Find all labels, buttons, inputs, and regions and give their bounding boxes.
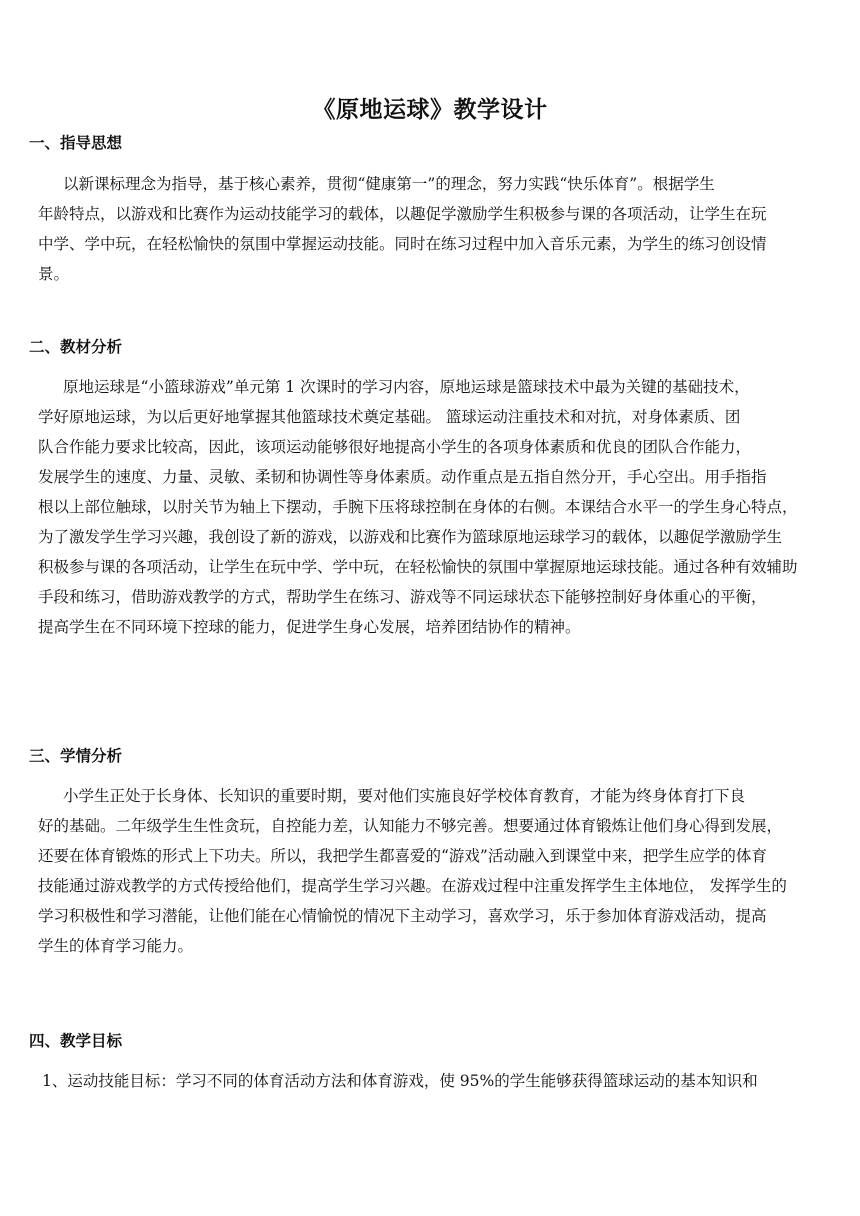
- paragraph-line: 提高学生在不同环境下控球的能力，促进学生身心发展，培养团结协作的精神。: [38, 618, 581, 636]
- paragraph-line: 技能通过游戏教学的方式传授给他们，提高学生学习兴趣。在游戏过程中注重发挥学生主体地位， 发挥学生的: [38, 877, 787, 895]
- paragraph-line: 1、运动技能目标：学习不同的体育活动方法和体育游戏，使 95%的学生能够获得篮球运动的基本知识和: [42, 1072, 758, 1090]
- section-body-teaching-objectives: [42, 1066, 842, 1096]
- paragraph-line: 景。: [38, 265, 70, 283]
- paragraph-line: 还要在体育锻炼的形式上下功夫。所以，我把学生都喜爱的“游戏”活动融入到课堂中来，把学生应学的体育: [38, 847, 767, 865]
- section-heading-teaching-objectives: 四、教学目标: [29, 1031, 123, 1050]
- paragraph-line: 队合作能力要求比较高，因此，该项运动能够很好地提高小学生的各项身体素质和优良的团队合作能力，: [38, 438, 752, 456]
- paragraph-line: 根以上部位触球，以肘关节为轴上下摆动，手腕下压将球控制在身体的右侧。本课结合水平一的学生身心特点，: [38, 498, 798, 516]
- section-heading-guiding-thought: 一、指导思想: [29, 133, 123, 152]
- section-heading-learner-analysis: 三、学情分析: [29, 746, 123, 765]
- paragraph-line: 小学生正处于长身体、长知识的重要时期，要对他们实施良好学校体育教育，才能为终身体育打下良: [63, 787, 746, 805]
- paragraph-line: 积极参与课的各项活动，让学生在玩中学、学中玩，在轻松愉快的氛围中掌握原地运球技能。通过各种有效辅助: [38, 558, 798, 576]
- paragraph-line: 学好原地运球，为以后更好地掌握其他篮球技术奠定基础。 篮球运动注重技术和对抗，对身体素质、团: [38, 408, 741, 426]
- paragraph-line: 手段和练习，借助游戏教学的方式，帮助学生在练习、游戏等不同运球状态下能够控制好身体重心的平衡，: [38, 588, 767, 606]
- section-body-guiding-thought: [38, 169, 838, 289]
- paragraph-line: 以新课标理念为指导，基于核心素养，贯彻“健康第一”的理念，努力实践“快乐体育”。根据学生: [63, 175, 715, 193]
- paragraph-line: 中学、学中玩，在轻松愉快的氛围中掌握运动技能。同时在练习过程中加入音乐元素，为学生的练习创设情: [38, 235, 767, 253]
- section-body-learner-analysis: [38, 781, 838, 961]
- paragraph-line: 发展学生的速度、力量、灵敏、柔韧和协调性等身体素质。动作重点是五指自然分开，手心空出。用手指指: [38, 468, 767, 486]
- paragraph-line: 好的基础。二年级学生生性贪玩，自控能力差，认知能力不够完善。想要通过体育锻炼让他们身心得到发展，: [38, 817, 783, 835]
- section-heading-material-analysis: 二、教材分析: [29, 337, 123, 356]
- paragraph-line: 原地运球是“小篮球游戏”单元第 1 次课时的学习内容，原地运球是篮球技术中最为关键的基础技术，: [63, 378, 750, 396]
- paragraph-line: 年龄特点，以游戏和比赛作为运动技能学习的载体，以趣促学激励学生积极参与课的各项活动，让学生在玩: [38, 205, 767, 223]
- document-title: 《原地运球》教学设计: [312, 96, 548, 123]
- paragraph-line: 学生的体育学习能力。: [38, 937, 194, 955]
- section-body-material-analysis: [38, 372, 838, 642]
- paragraph-line: 为了激发学生学习兴趣，我创设了新的游戏，以游戏和比赛作为篮球原地运球学习的载体，以趣促学激励学生: [38, 528, 783, 546]
- paragraph-line: 学习积极性和学习潜能，让他们能在心情愉悦的情况下主动学习，喜欢学习，乐于参加体育游戏活动，提高: [38, 907, 767, 925]
